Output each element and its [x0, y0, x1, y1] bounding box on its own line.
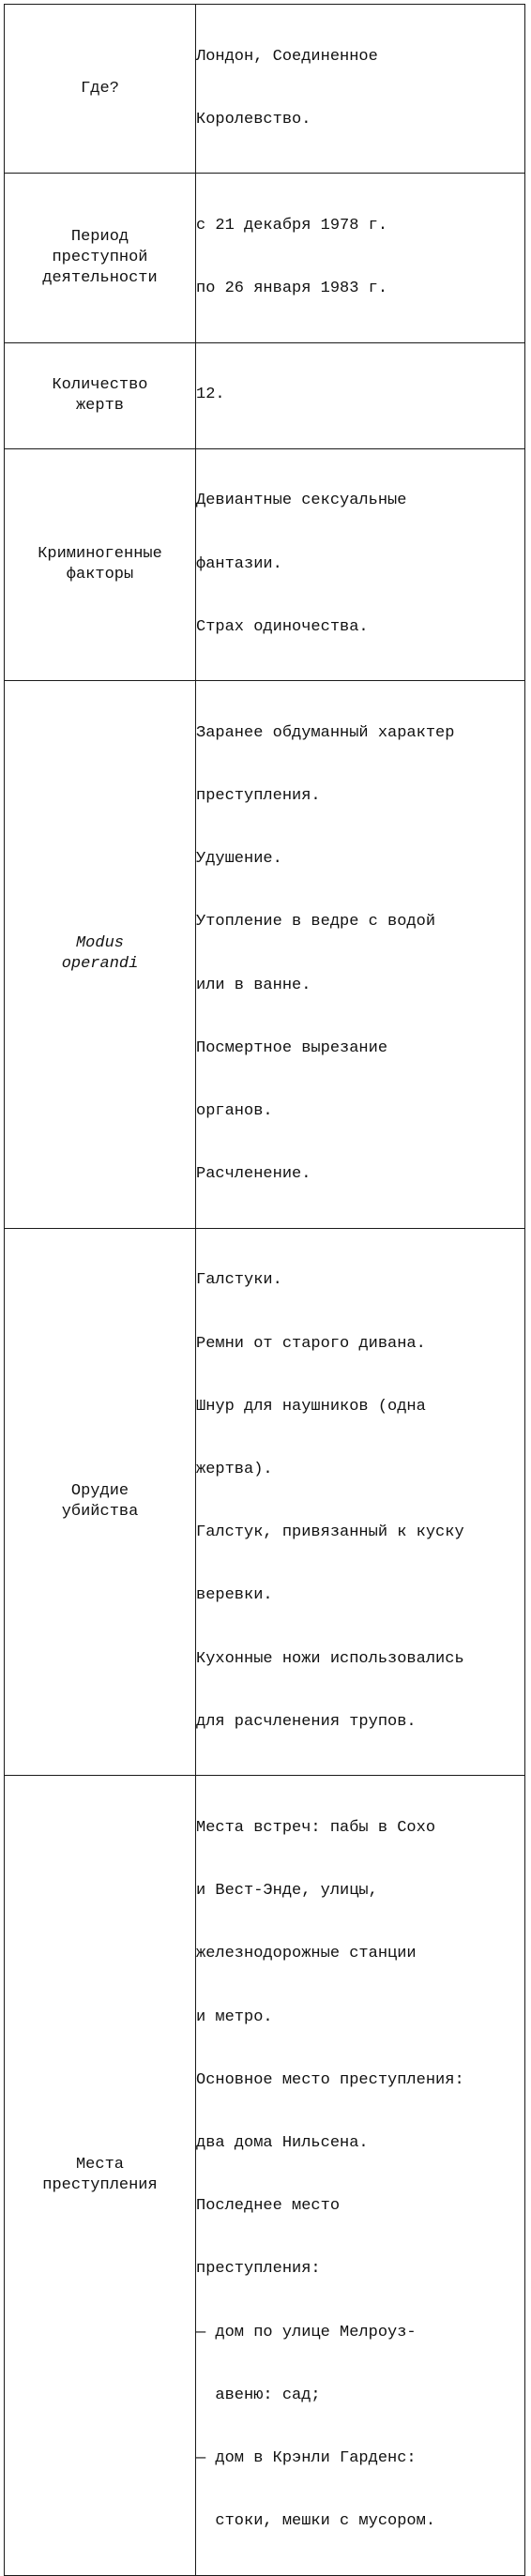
- value-line: Лондон, Соединенное: [196, 47, 378, 66]
- row-value-cell: [196, 174, 525, 342]
- row-label: Криминогенные факторы: [38, 544, 162, 583]
- value-line: Галстук, привязанный к куску: [196, 1523, 464, 1542]
- value-line: Кухонные ножи использовались: [196, 1649, 464, 1668]
- row-value-cell: [196, 1776, 525, 2575]
- value-line: Королевство.: [196, 111, 311, 129]
- value-line: Удушение.: [196, 850, 282, 869]
- value-line: преступления:: [196, 2260, 321, 2279]
- row-value-cell: [196, 448, 525, 680]
- value-line: Расчленение.: [196, 1165, 311, 1184]
- row-label-cell: [5, 1228, 196, 1776]
- row-label-cell: [5, 342, 196, 448]
- value-line: Посмертное вырезание: [196, 1038, 388, 1057]
- row-value-cell: [196, 5, 525, 174]
- value-line: Места встреч: пабы в Сохо: [196, 1818, 436, 1837]
- value-line: Основное место преступления:: [196, 2070, 464, 2089]
- value-line: Галстуки.: [196, 1271, 282, 1290]
- value-line: и Вест-Энде, улицы,: [196, 1882, 378, 1901]
- value-line: стоки, мешки с мусором.: [196, 2512, 436, 2531]
- row-value-cell: [196, 681, 525, 1229]
- row-label-cell: [5, 174, 196, 342]
- table-row-victims: [5, 342, 525, 448]
- table-row-modus-operandi: [5, 681, 525, 1229]
- value-line: Последнее место: [196, 2197, 341, 2216]
- value-line: для расчленения трупов.: [196, 1712, 417, 1731]
- value-line: — дом по улице Мелроуз-: [196, 2323, 417, 2341]
- value-line: железнодорожные станции: [196, 1945, 417, 1963]
- row-label: Modus operandi: [61, 934, 139, 974]
- value-line: фантазии.: [196, 554, 282, 573]
- value-line: авеню: сад;: [196, 2386, 321, 2404]
- row-value-cell: [196, 342, 525, 448]
- value-line: Девиантные сексуальные: [196, 492, 407, 510]
- value-line: и метро.: [196, 2008, 273, 2026]
- value-line: Заранее обдуманный характер: [196, 723, 455, 742]
- value-line: веревки.: [196, 1586, 273, 1605]
- table-row-weapon: [5, 1228, 525, 1776]
- value-line: по 26 января 1983 г.: [196, 280, 388, 298]
- table-row-period: [5, 174, 525, 342]
- value-line: преступления.: [196, 787, 321, 806]
- row-label-cell: [5, 1776, 196, 2575]
- value-line: Шнур для наушников (одна: [196, 1397, 426, 1416]
- value-line: Ремни от старого дивана.: [196, 1334, 426, 1353]
- value-line: Страх одиночества.: [196, 617, 369, 636]
- table-row-factors: [5, 448, 525, 680]
- value-line: 12.: [196, 386, 225, 404]
- value-line: с 21 декабря 1978 г.: [196, 217, 388, 235]
- value-line: Утопление в ведре с водой: [196, 913, 436, 932]
- row-label-cell: [5, 448, 196, 680]
- case-profile-table: [4, 4, 525, 2576]
- row-label: Количество жертв: [52, 375, 148, 415]
- value-line: или в ванне.: [196, 976, 311, 994]
- table-row-where: [5, 5, 525, 174]
- row-label: Где?: [81, 79, 119, 98]
- row-value-cell: [196, 1228, 525, 1776]
- row-label: Период преступной деятельности: [42, 227, 158, 287]
- row-label-cell: [5, 681, 196, 1229]
- table-row-crime-scenes: [5, 1776, 525, 2575]
- value-line: органов.: [196, 1102, 273, 1121]
- row-label-cell: [5, 5, 196, 174]
- value-line: — дом в Крэнли Гарденс:: [196, 2449, 417, 2468]
- value-line: жертва).: [196, 1461, 273, 1479]
- row-label: Места преступления: [42, 2155, 158, 2194]
- row-label: Орудие убийства: [61, 1481, 139, 1521]
- value-line: два дома Нильсена.: [196, 2134, 369, 2153]
